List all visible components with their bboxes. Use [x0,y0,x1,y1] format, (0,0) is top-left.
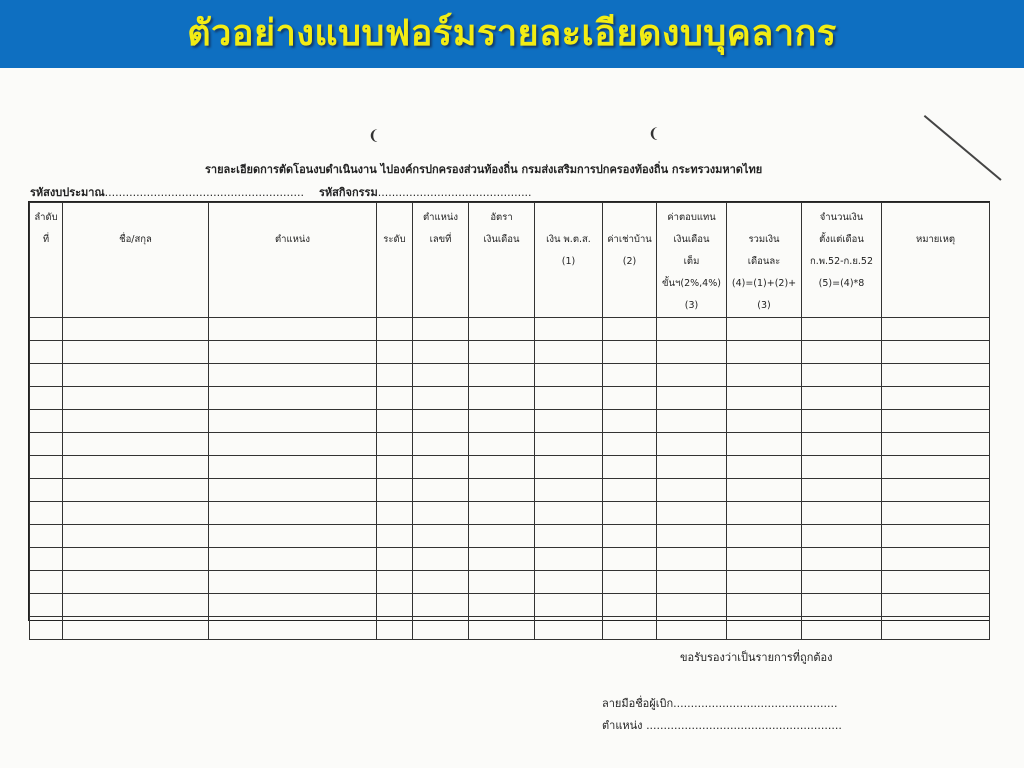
table-cell[interactable] [657,571,727,594]
table-cell[interactable] [377,525,413,548]
table-cell[interactable] [727,364,802,387]
table-cell[interactable] [727,387,802,410]
table-row [30,502,990,525]
table-cell[interactable] [603,525,657,548]
table-cell[interactable] [30,594,63,617]
table-cell[interactable] [727,479,802,502]
column-header-line: ก.พ.52-ก.ย.52 [809,256,874,267]
table-cell[interactable] [469,410,535,433]
table-cell[interactable] [657,387,727,410]
table-cell[interactable] [209,364,377,387]
table-cell[interactable] [469,387,535,410]
column-header-line: เต็มขั้นฯ(2%,4%) [662,256,721,289]
column-header-line: ตำแหน่ง [422,212,459,223]
column-header [727,203,802,318]
table-cell[interactable] [209,571,377,594]
table-cell[interactable] [413,387,469,410]
table-cell[interactable] [30,341,63,364]
budget-code-label: รหัสงบประมาณ [30,186,105,199]
table-cell[interactable] [469,594,535,617]
column-header-line: อัตรา [490,212,513,223]
table-cell[interactable] [727,525,802,548]
table-cell[interactable] [377,433,413,456]
table-cell[interactable] [377,479,413,502]
column-header-line [882,207,989,229]
column-header-line: เงินเดือน [673,234,710,245]
table-cell[interactable] [63,364,209,387]
table-cell[interactable] [209,502,377,525]
table-cell[interactable] [535,502,603,525]
table-cell[interactable] [63,548,209,571]
column-header [657,203,727,318]
table-cell[interactable] [882,433,990,456]
table-cell[interactable] [30,456,63,479]
table-cell[interactable] [377,410,413,433]
column-header-line: เลขที่ [429,234,452,245]
table-cell[interactable] [657,594,727,617]
table-row [30,341,990,364]
column-header [882,203,990,318]
column-header [413,203,469,318]
table-cell[interactable] [413,594,469,617]
table-cell[interactable] [882,410,990,433]
table-cell[interactable] [209,479,377,502]
table-cell[interactable] [30,548,63,571]
table-cell[interactable] [30,571,63,594]
table-cell[interactable] [469,318,535,341]
column-header-line [727,207,801,229]
table-cell[interactable] [63,571,209,594]
table-cell[interactable] [603,594,657,617]
activity-code-dots: ............................................ [377,186,532,199]
table-cell[interactable] [209,387,377,410]
table-cell[interactable] [603,617,657,640]
scan-mark-right: ❨ [648,126,660,142]
table-cell[interactable] [63,318,209,341]
table-cell[interactable] [535,548,603,571]
table-cell[interactable] [882,387,990,410]
activity-code-label: รหัสกิจกรรม [318,186,378,199]
table-cell[interactable] [802,594,882,617]
signature-line [602,694,837,712]
table-cell[interactable] [535,433,603,456]
table-cell[interactable] [209,525,377,548]
table-cell[interactable] [657,410,727,433]
column-header-line: ค่าเช่าบ้าน [607,234,652,245]
table-row [30,387,990,410]
table-cell[interactable] [802,433,882,456]
column-formula: (1) [561,256,576,267]
table-cell[interactable] [882,502,990,525]
table-cell[interactable] [727,502,802,525]
table-cell[interactable] [30,433,63,456]
table-cell[interactable] [535,456,603,479]
table-cell[interactable] [469,571,535,594]
table-cell[interactable] [603,410,657,433]
table-cell[interactable] [727,548,802,571]
table-cell[interactable] [535,318,603,341]
table-cell[interactable] [727,617,802,640]
table-cell[interactable] [413,410,469,433]
table-cell[interactable] [209,617,377,640]
signature-label: ลายมือชื่อผู้เบิก [602,697,674,710]
table-cell[interactable] [377,594,413,617]
table-cell[interactable] [209,341,377,364]
table-cell[interactable] [535,479,603,502]
column-header-line: ตั้งแต่เดือน [819,234,864,245]
table-cell[interactable] [469,433,535,456]
code-line [30,183,532,201]
column-header-line [63,207,208,229]
table-cell[interactable] [727,318,802,341]
table-cell[interactable] [882,525,990,548]
table-cell[interactable] [802,318,882,341]
personnel-table [28,201,990,621]
table-cell[interactable] [882,341,990,364]
table-cell[interactable] [802,525,882,548]
table-cell[interactable] [802,341,882,364]
table-cell[interactable] [469,502,535,525]
table-cell[interactable] [727,571,802,594]
table-row [30,364,990,387]
table-cell[interactable] [377,387,413,410]
table-cell[interactable] [377,364,413,387]
table-cell[interactable] [802,410,882,433]
table-cell[interactable] [882,364,990,387]
column-header-line: ค่าตอบแทน [667,212,716,223]
table-cell[interactable] [469,548,535,571]
column-header [802,203,882,318]
column-header [603,203,657,318]
table-cell[interactable] [413,341,469,364]
table-cell[interactable] [657,479,727,502]
table-cell[interactable] [535,594,603,617]
table-cell[interactable] [63,410,209,433]
form-heading: รายละเอียดการตัดโอนงบดำเนินงาน ไปองค์กรปกครองส่วนท้องถิ่น กรมส่งเสริมการปกครองท้องถิ่น กระทรวงมหาดไทย [205,163,763,176]
table-cell[interactable] [469,617,535,640]
table-cell[interactable] [603,433,657,456]
table-row [30,525,990,548]
table-cell[interactable] [30,318,63,341]
column-header-line [603,207,656,229]
table-cell[interactable] [63,502,209,525]
column-header-line: ชื่อ/สกุล [119,234,152,245]
signature-dots: ............................................... [673,697,838,710]
table-cell[interactable] [603,387,657,410]
budget-code-dots: ......................................................... [104,186,304,199]
table-cell[interactable] [413,571,469,594]
table-cell[interactable] [535,387,603,410]
table-cell[interactable] [377,617,413,640]
table-cell[interactable] [802,617,882,640]
table-cell[interactable] [802,571,882,594]
table-cell[interactable] [603,548,657,571]
column-header [377,203,413,318]
table-cell[interactable] [63,341,209,364]
table-cell[interactable] [209,594,377,617]
table-cell[interactable] [377,502,413,525]
table-cell[interactable] [377,548,413,571]
table-cell[interactable] [413,318,469,341]
table-cell[interactable] [727,433,802,456]
table-cell[interactable] [63,479,209,502]
table-cell[interactable] [209,433,377,456]
table-row [30,456,990,479]
table-header-row [30,203,990,318]
column-header-line: ระดับ [383,234,406,245]
table-cell[interactable] [209,548,377,571]
table-cell[interactable] [657,502,727,525]
table-cell[interactable] [63,617,209,640]
table-cell[interactable] [657,433,727,456]
table-cell[interactable] [63,456,209,479]
table-cell[interactable] [882,617,990,640]
table-cell[interactable] [802,456,882,479]
table-cell[interactable] [413,502,469,525]
table-cell[interactable] [603,456,657,479]
position-line [602,716,842,734]
column-formula: (3) [684,300,699,311]
column-header-line: ลำดับ [34,212,58,223]
table-cell[interactable] [30,502,63,525]
table-cell[interactable] [30,410,63,433]
column-header [209,203,377,318]
slide-title: ตัวอย่างแบบฟอร์มรายละเอียดงบบุคลากร [187,12,837,54]
table-row [30,571,990,594]
column-header [30,203,63,318]
table-cell[interactable] [63,433,209,456]
table-cell[interactable] [535,364,603,387]
table-cell[interactable] [535,617,603,640]
column-header-line [535,207,602,229]
column-header-line: รวมเงิน [748,234,780,245]
table-row [30,479,990,502]
column-header-line [377,207,412,229]
table-cell[interactable] [603,571,657,594]
title-banner [0,0,1024,68]
table-cell[interactable] [535,571,603,594]
table-cell[interactable] [882,479,990,502]
table-row [30,433,990,456]
table-cell[interactable] [535,341,603,364]
table-cell[interactable] [30,387,63,410]
table-cell[interactable] [63,387,209,410]
column-header-line: หมายเหตุ [915,234,956,245]
table-row [30,594,990,617]
table-cell[interactable] [30,617,63,640]
table-cell[interactable] [413,433,469,456]
table-cell[interactable] [30,479,63,502]
column-header-line: เงินเดือน [483,234,520,245]
table-cell[interactable] [802,364,882,387]
table-cell[interactable] [603,502,657,525]
table-cell[interactable] [469,479,535,502]
table-cell[interactable] [377,571,413,594]
table-cell[interactable] [469,364,535,387]
position-label: ตำแหน่ง [602,719,643,732]
table-cell[interactable] [603,364,657,387]
table-cell[interactable] [802,502,882,525]
table-cell[interactable] [882,456,990,479]
table-cell[interactable] [209,318,377,341]
table-cell[interactable] [63,525,209,548]
table-cell[interactable] [802,548,882,571]
table-cell[interactable] [657,341,727,364]
position-dots: ........................................................ [646,719,842,732]
table-cell[interactable] [603,318,657,341]
column-header-line: เดือนละ [747,256,781,267]
column-header-line: ตำแหน่ง [274,234,311,245]
table-cell[interactable] [802,387,882,410]
table-cell[interactable] [657,364,727,387]
table-cell[interactable] [657,456,727,479]
table-cell[interactable] [882,318,990,341]
table-cell[interactable] [30,525,63,548]
table-cell[interactable] [413,456,469,479]
column-formula: (4)=(1)+(2)+(3) [731,278,797,311]
table-cell[interactable] [413,364,469,387]
table-cell[interactable] [882,571,990,594]
column-header-line [209,207,376,229]
column-header [535,203,603,318]
table-cell[interactable] [469,341,535,364]
table-cell[interactable] [377,318,413,341]
table-cell[interactable] [603,341,657,364]
column-header-line: เงิน พ.ต.ส. [546,234,591,245]
table-cell[interactable] [469,525,535,548]
column-header [469,203,535,318]
table-cell[interactable] [657,548,727,571]
table-cell[interactable] [377,456,413,479]
table-cell[interactable] [882,594,990,617]
column-formula: (2) [622,256,637,267]
column-header-line: ที่ [42,234,50,245]
table-cell[interactable] [63,594,209,617]
table-cell[interactable] [413,479,469,502]
table-row [30,318,990,341]
scan-mark-left: ❨ [368,128,380,144]
table-cell[interactable] [413,548,469,571]
table-cell[interactable] [535,525,603,548]
certification-statement: ขอรับรองว่าเป็นรายการที่ถูกต้อง [680,651,833,664]
column-header-line: จำนวนเงิน [819,212,864,223]
table-cell[interactable] [802,479,882,502]
table-cell[interactable] [413,525,469,548]
table-cell[interactable] [657,617,727,640]
table-cell[interactable] [209,410,377,433]
table-cell[interactable] [30,364,63,387]
table-cell[interactable] [727,410,802,433]
table-cell[interactable] [727,456,802,479]
table-cell[interactable] [377,341,413,364]
table-cell[interactable] [603,479,657,502]
table-row [30,548,990,571]
table-row [30,617,990,640]
table-cell[interactable] [209,456,377,479]
table-cell[interactable] [727,594,802,617]
table-row [30,410,990,433]
table-cell[interactable] [469,456,535,479]
table-cell[interactable] [882,548,990,571]
column-formula: (5)=(4)*8 [818,278,865,289]
table-cell[interactable] [657,318,727,341]
column-header [63,203,209,318]
table-cell[interactable] [657,525,727,548]
table-cell[interactable] [727,341,802,364]
table-cell[interactable] [413,617,469,640]
table-cell[interactable] [535,410,603,433]
